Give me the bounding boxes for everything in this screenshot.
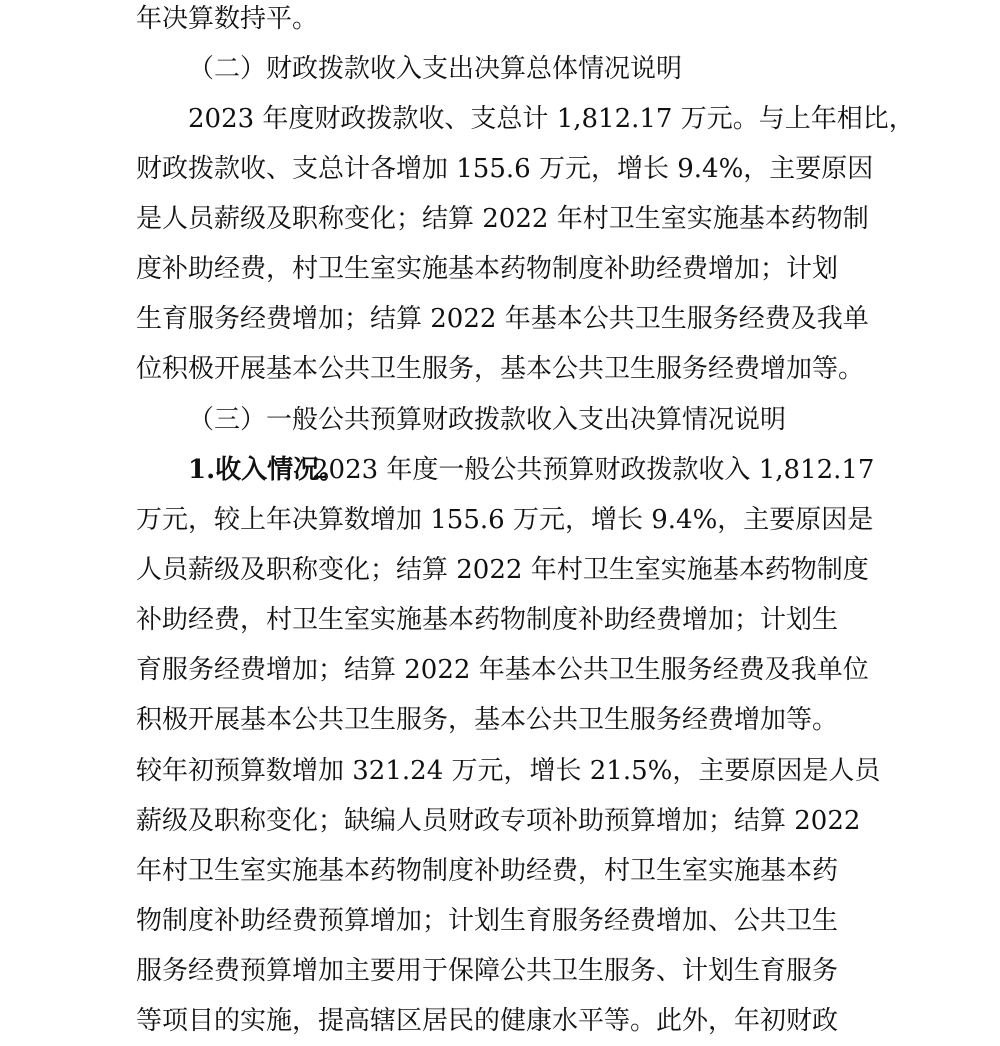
text-line: 物制度补助经费预算增加；计划生育服务经费增加、公共卫生 bbox=[136, 906, 839, 936]
text-line: 是人员薪级及职称变化；结算 2022 年村卫生室实施基本药物制 bbox=[136, 204, 869, 234]
text-line: 人员薪级及职称变化；结算 2022 年村卫生室实施基本药物制度 bbox=[136, 555, 869, 585]
text-line: 位积极开展基本公共卫生服务，基本公共卫生服务经费增加等。 bbox=[136, 354, 865, 384]
text-line: 年决算数持平。 bbox=[136, 4, 319, 34]
text-line: 2023 年度财政拨款收、支总计 1,812.17 万元。与上年相比， bbox=[188, 104, 915, 134]
text-line: 度补助经费，村卫生室实施基本药物制度补助经费增加；计划 bbox=[136, 254, 839, 284]
text-line: 补助经费，村卫生室实施基本药物制度补助经费增加；计划生 bbox=[136, 605, 839, 635]
text-line: 积极开展基本公共卫生服务，基本公共卫生服务经费增加等。 bbox=[136, 705, 839, 735]
text-line: 等项目的实施，提高辖区居民的健康水平等。此外，年初财政 bbox=[136, 1006, 839, 1036]
section-heading: （三）一般公共预算财政拨款收入支出决算情况说明 bbox=[188, 405, 787, 435]
text-line: 薪级及职称变化；缺编人员财政专项补助预算增加；结算 2022 bbox=[136, 806, 861, 836]
section-heading: （二）财政拨款收入支出决算总体情况说明 bbox=[188, 54, 683, 84]
text-line: 年村卫生室实施基本药物制度补助经费，村卫生室实施基本药 bbox=[136, 856, 839, 886]
text-line: 万元，较上年决算数增加 155.6 万元，增长 9.4%，主要原因是 bbox=[136, 505, 874, 535]
text-line: 2023 年度一般公共预算财政拨款收入 1,812.17 bbox=[312, 455, 875, 485]
text-line: 育服务经费增加；结算 2022 年基本公共卫生服务经费及我单位 bbox=[136, 655, 869, 685]
subsection-label: 1.收入情况。 bbox=[188, 455, 346, 485]
text-line: 生育服务经费增加；结算 2022 年基本公共卫生服务经费及我单 bbox=[136, 304, 869, 334]
text-line: 服务经费预算增加主要用于保障公共卫生服务、计划生育服务 bbox=[136, 956, 839, 986]
text-line: 财政拨款收、支总计各增加 155.6 万元，增长 9.4%，主要原因 bbox=[136, 154, 874, 184]
text-line: 较年初预算数增加 321.24 万元，增长 21.5%，主要原因是人员 bbox=[136, 756, 881, 786]
